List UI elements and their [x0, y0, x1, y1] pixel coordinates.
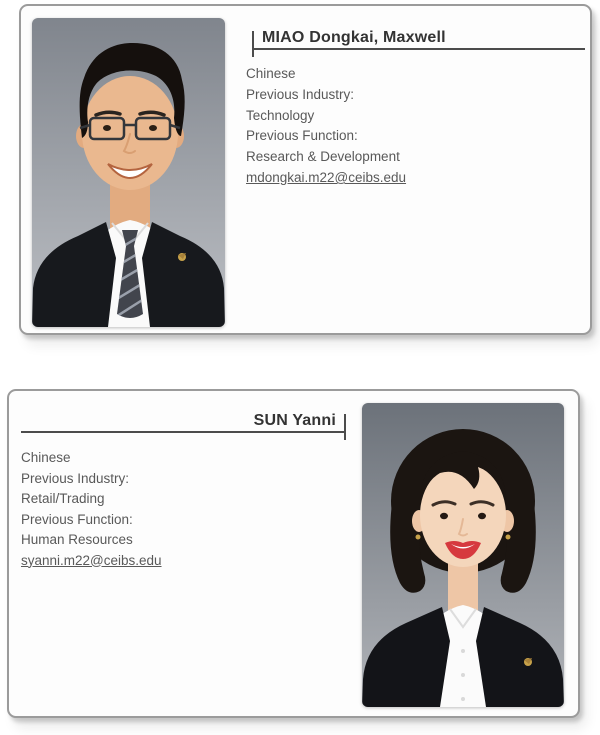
previous-industry-label: Previous Industry:: [21, 470, 130, 486]
profile-photo-miao-dongkai: [32, 18, 225, 327]
profile-photo-sun-yanni: [362, 403, 564, 707]
previous-function-label: Previous Function:: [246, 128, 358, 144]
lapel-pin-icon: [524, 658, 532, 666]
email-link[interactable]: syanni.m22@ceibs.edu: [21, 552, 162, 568]
previous-function-value: Human Resources: [21, 532, 133, 547]
profile-card-sun-yanni: [7, 389, 580, 718]
previous-industry-value: Technology: [246, 107, 315, 123]
header-tick-mark: [252, 31, 254, 57]
lapel-pin-icon: [178, 253, 186, 261]
portrait-woman-illustration: [362, 403, 564, 707]
header-tick-mark: [344, 414, 346, 440]
profile-info: [246, 64, 406, 189]
profile-header: [253, 29, 585, 50]
profile-card-miao-dongkai: [19, 4, 592, 335]
profile-header: [21, 412, 345, 433]
previous-function-value: Research & Development: [246, 149, 400, 165]
email-row: [21, 551, 162, 572]
nationality-text: Chinese: [246, 66, 296, 81]
email-row: [246, 168, 406, 189]
earring-icon: [416, 535, 421, 540]
email-link[interactable]: mdongkai.m22@ceibs.edu: [246, 169, 407, 185]
nationality-text: Chinese: [21, 450, 71, 465]
profile-info: [21, 448, 162, 571]
profile-name: MIAO Dongkai, Maxwell: [262, 29, 446, 46]
portrait-man-illustration: [32, 18, 225, 327]
earring-icon: [506, 535, 511, 540]
previous-industry-label: Previous Industry:: [246, 86, 355, 102]
profile-name: SUN Yanni: [253, 412, 336, 429]
previous-function-label: Previous Function:: [21, 511, 133, 527]
previous-industry-value: Retail/Trading: [21, 491, 105, 506]
